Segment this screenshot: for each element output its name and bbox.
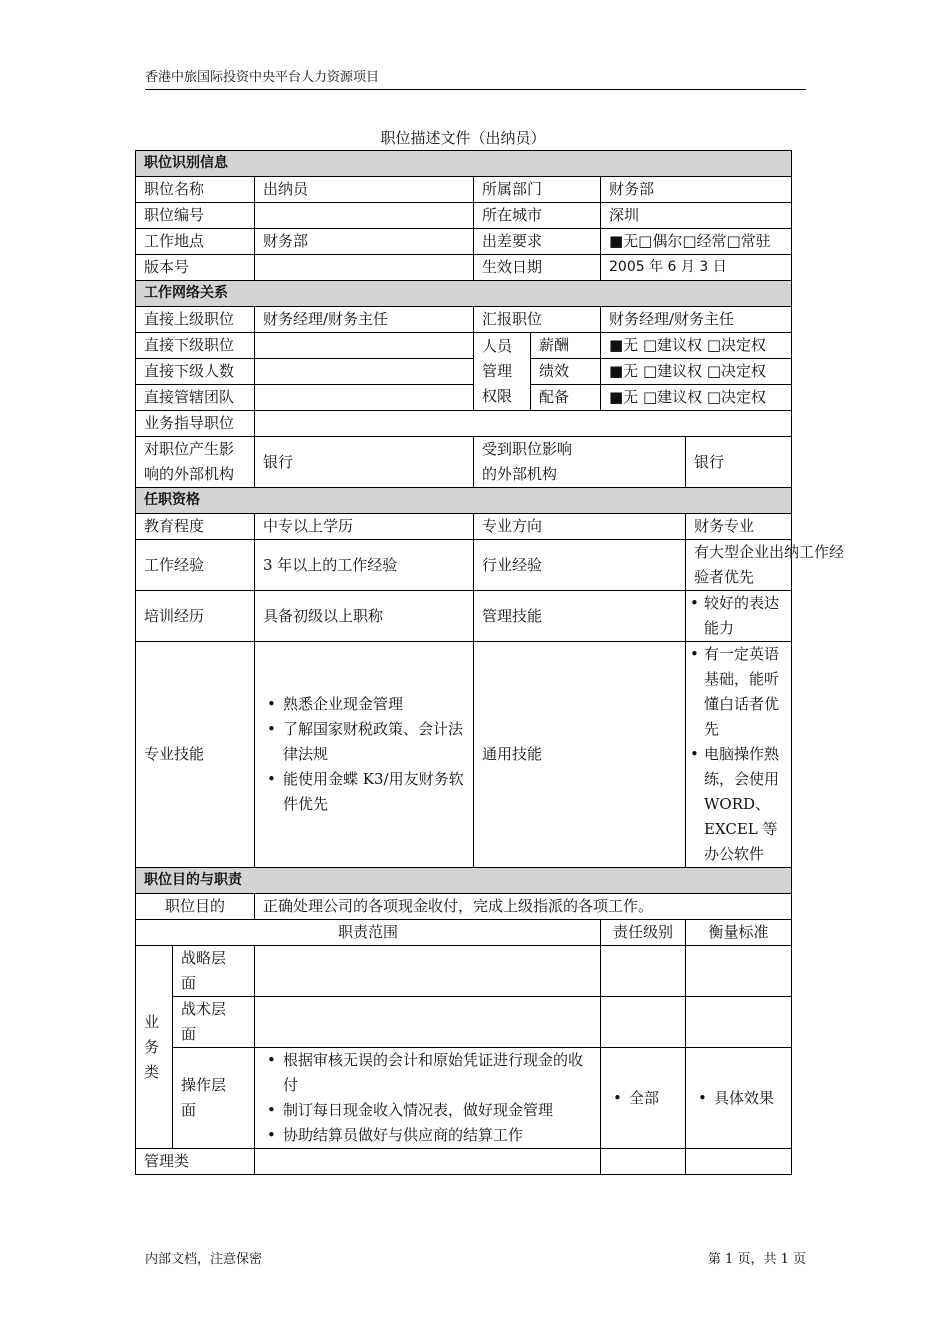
value-position-name: 出纳员 [255,177,474,203]
level-tactical [601,997,686,1048]
document-title: 职位描述文件（出纳员） [380,129,546,147]
level-operational: • 全部 [601,1048,686,1149]
page-header: 香港中旅国际投资中央平台人力资源项目 [145,66,806,90]
label-business: 业 务 类 [136,946,173,1149]
value-guidance [255,411,792,437]
label-direct-superior: 直接上级职位 [136,307,255,333]
label-education: 教育程度 [136,514,255,540]
value-report-to: 财务经理/财务主任 [601,307,792,333]
label-effective-date: 生效日期 [474,255,601,281]
value-education: 中专以上学历 [255,514,474,540]
list-item: • 协助结算员做好与供应商的结算工作 [263,1123,592,1148]
value-pro-skills [255,642,474,868]
value-affects: 银行 [255,437,474,488]
list-item: • 制订每日现金收入情况表，做好现金管理 [263,1098,592,1123]
section-network: 工作网络关系 [136,281,792,307]
value-team [255,385,474,411]
label-affected: 受到职位影响 的外部机构 [474,437,686,488]
label-city: 所在城市 [474,203,601,229]
label-pro-skill: 专业技能 [136,642,255,868]
value-effective-date: 2005 年 6 月 3 日 [601,255,792,281]
label-affects: 对职位产生影 响的外部机构 [136,437,255,488]
value-city: 深圳 [601,203,792,229]
section-duties: 职位目的与职责 [136,868,792,894]
value-industry: 有大型企业出纳工作经 验者优先 [686,540,792,591]
label-mgmt-rights: 人员 管理 权限 [474,333,531,411]
label-mgmt-skill: 管理技能 [474,591,686,642]
label-salary: 薪酬 [531,333,601,359]
value-salary: ■无 □建议权 □决定权 [601,333,792,359]
label-staffing: 配备 [531,385,601,411]
footer-confidential: 内部文档，注意保密 [145,1252,263,1267]
measure-strategic [686,946,792,997]
label-position-code: 职位编号 [136,203,255,229]
label-guidance: 业务指导职位 [136,411,255,437]
label-report-to: 汇报职位 [474,307,601,333]
value-travel: ■无□偶尔□经常□常驻 [601,229,792,255]
label-position-name: 职位名称 [136,177,255,203]
measure-operational: • 具体效果 [686,1048,792,1149]
value-operational [255,1048,601,1149]
value-department: 财务部 [601,177,792,203]
label-operational: 操作层 面 [173,1048,255,1149]
value-general-skills [686,642,792,868]
label-strategic: 战略层 面 [173,946,255,997]
value-performance: ■无 □建议权 □决定权 [601,359,792,385]
label-version: 版本号 [136,255,255,281]
value-purpose: 正确处理公司的各项现金收付，完成上级指派的各项工作。 [255,894,792,920]
value-strategic [255,946,601,997]
label-tactical: 战术层 面 [173,997,255,1048]
label-management: 管理类 [136,1149,255,1175]
label-purpose: 职位目的 [136,894,255,920]
value-staffing: ■无 □建议权 □决定权 [601,385,792,411]
label-major: 专业方向 [474,514,686,540]
label-location: 工作地点 [136,229,255,255]
value-direct-superior: 财务经理/财务主任 [255,307,474,333]
label-direct-subordinate: 直接下级职位 [136,333,255,359]
value-major: 财务专业 [686,514,792,540]
list-item: • 有一定英语基础，能听懂白话者优先 [690,642,785,742]
list-item: • 熟悉企业现金管理 [263,692,465,717]
value-position-code [255,203,474,229]
value-tactical [255,997,601,1048]
label-department: 所属部门 [474,177,601,203]
label-industry: 行业经验 [474,540,686,591]
list-item: • 了解国家财税政策、会计法律法规 [263,717,465,767]
value-location: 财务部 [255,229,474,255]
measure-management [686,1149,792,1175]
footer-page-number: 第 1 页，共 1 页 [707,1252,806,1267]
level-management [601,1149,686,1175]
value-training: 具备初级以上职称 [255,591,474,642]
section-identity: 职位识别信息 [136,151,792,177]
label-travel: 出差要求 [474,229,601,255]
value-subordinate-count [255,359,474,385]
section-qualification: 任职资格 [136,488,792,514]
value-direct-subordinate [255,333,474,359]
label-subordinate-count: 直接下级人数 [136,359,255,385]
value-affected: 银行 [686,437,792,488]
list-item: • 能使用金蝶 K3/用友财务软件优先 [263,767,465,817]
level-strategic [601,946,686,997]
value-management [255,1149,601,1175]
label-training: 培训经历 [136,591,255,642]
measure-tactical [686,997,792,1048]
job-description-table [135,150,845,1175]
label-experience: 工作经验 [136,540,255,591]
label-performance: 绩效 [531,359,601,385]
list-item: • 电脑操作熟练，会使用 WORD、EXCEL 等办公软件 [690,742,785,867]
header-level: 责任级别 [601,920,686,946]
value-mgmt-skill: • 较好的表达能力 [686,591,792,642]
label-team: 直接管辖团队 [136,385,255,411]
label-general-skill: 通用技能 [474,642,686,868]
value-experience: 3 年以上的工作经验 [255,540,474,591]
list-item: • 根据审核无误的会计和原始凭证进行现金的收付 [263,1048,592,1098]
value-version [255,255,474,281]
header-measure: 衡量标准 [686,920,792,946]
header-scope: 职责范围 [136,920,601,946]
